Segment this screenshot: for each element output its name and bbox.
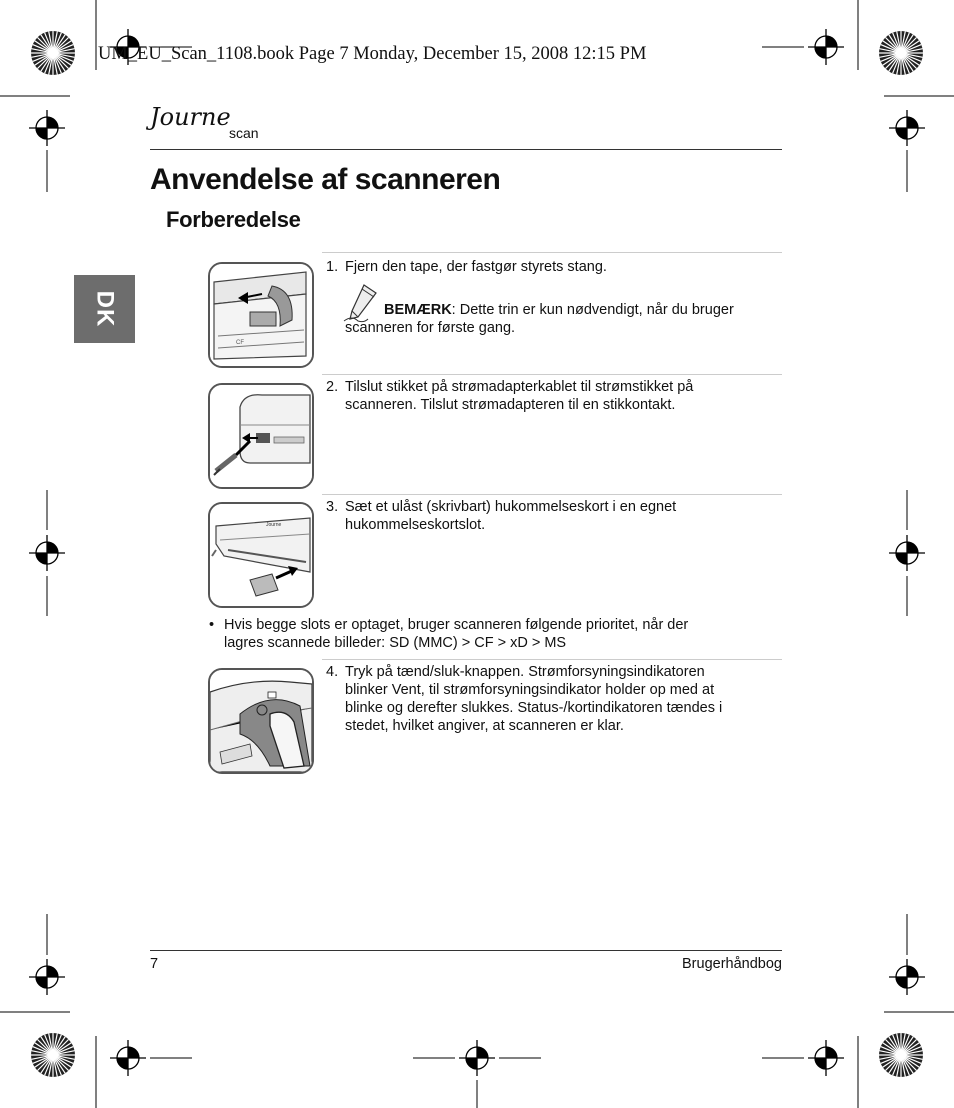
step-text-line: blinke og derefter slukkes. Status-/kortindikatoren tændes i <box>345 700 723 716</box>
logo-scan: scan <box>229 125 259 141</box>
language-tab <box>74 275 135 343</box>
step-divider <box>322 374 782 375</box>
step-text-line: hukommelseskortslot. <box>345 517 486 533</box>
page-number: 7 <box>150 956 159 972</box>
bullet-text-line: Hvis begge slots er optaget, bruger scanneren følgende prioritet, når der <box>224 617 689 633</box>
bullet-symbol: • <box>209 617 215 633</box>
step-number: 3. <box>326 499 339 515</box>
step-divider <box>322 252 782 253</box>
step-text-line: Fjern den tape, der fastgør styrets stang. <box>345 259 607 275</box>
memory-card-illustration <box>208 502 314 608</box>
logo-script: Journe <box>150 103 231 131</box>
step-text-line: stedet, hvilket angiver, at scanneren er klar. <box>345 718 624 734</box>
file-header: UM_EU_Scan_1108.book Page 7 Monday, December 15, 2008 12:15 PM <box>98 44 647 64</box>
note-text: : Dette trin er kun nødvendigt, når du bruger <box>451 302 734 318</box>
remove-tape-illustration <box>208 262 314 368</box>
step-divider <box>322 659 782 660</box>
step-number: 2. <box>326 379 339 395</box>
footer-rule <box>150 950 782 951</box>
step-text-line: Tryk på tænd/sluk-knappen. Strømforsyningsindikatoren <box>345 664 705 680</box>
step-1 <box>326 258 786 278</box>
step-number: 1. <box>326 259 339 275</box>
step-3 <box>326 498 786 538</box>
power-button-illustration <box>208 668 314 774</box>
page-title: Anvendelse af scanneren <box>150 163 501 196</box>
priority-bullet <box>209 616 769 656</box>
header-rule <box>150 149 782 150</box>
step-text-line: Sæt et ulåst (skrivbart) hukommelseskort i en egnet <box>345 499 677 515</box>
note-label: BEMÆRK <box>384 302 452 318</box>
note-block <box>345 283 785 337</box>
step-4 <box>326 663 786 739</box>
language-tab-label: DK <box>91 290 119 328</box>
section-title: Forberedelse <box>166 207 301 232</box>
power-adapter-illustration <box>208 383 314 489</box>
step-divider <box>322 494 782 495</box>
step-number: 4. <box>326 664 339 680</box>
note-text-continued: scanneren for første gang. <box>345 320 516 336</box>
svg-text:CF: CF <box>236 340 244 346</box>
step-text-line: scanneren. Tilslut strømadapteren til en stikkontakt. <box>345 397 676 413</box>
svg-text:Journe: Journe <box>266 522 282 528</box>
step-text-line: blinker Vent, til strømforsyningsindikator holder op med at <box>345 682 715 698</box>
bullet-text-line: lagres scannede billeder: SD (MMC) > CF > xD > MS <box>224 635 567 651</box>
manual-name: Brugerhåndbog <box>682 956 782 972</box>
step-2 <box>326 378 786 418</box>
step-text-line: Tilslut stikket på strømadapterkablet til strømstikket på <box>345 379 694 395</box>
